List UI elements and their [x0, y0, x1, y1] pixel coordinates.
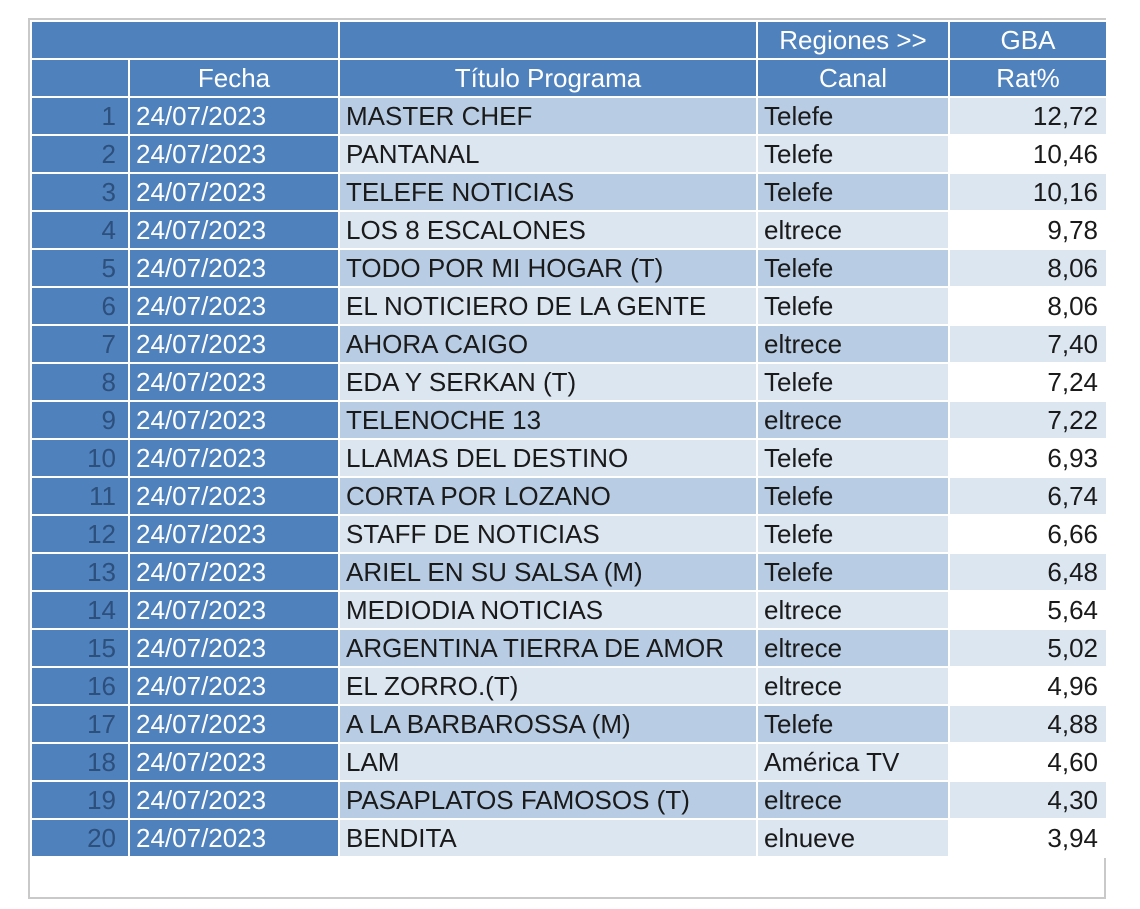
row-number: 8 [31, 363, 129, 401]
column-header-titulo: Título Programa [339, 59, 757, 97]
row-number: 16 [31, 667, 129, 705]
row-titulo: STAFF DE NOTICIAS [339, 515, 757, 553]
row-titulo: PANTANAL [339, 135, 757, 173]
table-row [31, 705, 1107, 743]
row-rat: 4,30 [949, 781, 1107, 819]
table-row [31, 515, 1107, 553]
row-number: 10 [31, 439, 129, 477]
table-row [31, 629, 1107, 667]
table-row [31, 819, 1107, 857]
row-canal: Telefe [757, 515, 949, 553]
table-row [31, 667, 1107, 705]
row-rat: 6,74 [949, 477, 1107, 515]
row-canal: eltrece [757, 211, 949, 249]
row-titulo: EDA Y SERKAN (T) [339, 363, 757, 401]
row-titulo: LAM [339, 743, 757, 781]
row-fecha: 24/07/2023 [129, 477, 339, 515]
table-row [31, 211, 1107, 249]
table-row [31, 363, 1107, 401]
row-number: 20 [31, 819, 129, 857]
row-canal: Telefe [757, 287, 949, 325]
row-fecha: 24/07/2023 [129, 97, 339, 135]
column-header-fecha: Fecha [129, 59, 339, 97]
table-row [31, 743, 1107, 781]
row-canal: eltrece [757, 781, 949, 819]
row-fecha: 24/07/2023 [129, 211, 339, 249]
row-rat: 5,02 [949, 629, 1107, 667]
row-fecha: 24/07/2023 [129, 173, 339, 211]
row-canal: elnueve [757, 819, 949, 857]
row-titulo: PASAPLATOS FAMOSOS (T) [339, 781, 757, 819]
row-fecha: 24/07/2023 [129, 515, 339, 553]
row-titulo: EL ZORRO.(T) [339, 667, 757, 705]
row-canal: eltrece [757, 591, 949, 629]
row-rat: 10,46 [949, 135, 1107, 173]
row-titulo: ARIEL EN SU SALSA (M) [339, 553, 757, 591]
row-number: 12 [31, 515, 129, 553]
row-number: 5 [31, 249, 129, 287]
ratings-table [30, 20, 1108, 858]
row-fecha: 24/07/2023 [129, 591, 339, 629]
table-row [31, 97, 1107, 135]
row-fecha: 24/07/2023 [129, 819, 339, 857]
header-blank-title-cell [339, 21, 757, 59]
row-titulo: ARGENTINA TIERRA DE AMOR [339, 629, 757, 667]
row-number: 3 [31, 173, 129, 211]
row-fecha: 24/07/2023 [129, 287, 339, 325]
table-row [31, 173, 1107, 211]
row-fecha: 24/07/2023 [129, 135, 339, 173]
row-canal: Telefe [757, 553, 949, 591]
row-canal: Telefe [757, 705, 949, 743]
header-row-columns [31, 59, 1107, 97]
row-titulo: EL NOTICIERO DE LA GENTE [339, 287, 757, 325]
row-canal: Telefe [757, 477, 949, 515]
row-fecha: 24/07/2023 [129, 705, 339, 743]
row-rat: 8,06 [949, 287, 1107, 325]
row-canal: Telefe [757, 363, 949, 401]
row-number: 2 [31, 135, 129, 173]
row-canal: eltrece [757, 667, 949, 705]
row-titulo: A LA BARBAROSSA (M) [339, 705, 757, 743]
table-row [31, 401, 1107, 439]
row-rat: 9,78 [949, 211, 1107, 249]
row-rat: 12,72 [949, 97, 1107, 135]
row-titulo: TELEFE NOTICIAS [339, 173, 757, 211]
column-header-rat: Rat% [949, 59, 1107, 97]
row-fecha: 24/07/2023 [129, 363, 339, 401]
row-canal: Telefe [757, 135, 949, 173]
table-body [31, 97, 1107, 857]
row-number: 14 [31, 591, 129, 629]
row-rat: 6,48 [949, 553, 1107, 591]
row-canal: eltrece [757, 629, 949, 667]
row-rat: 6,66 [949, 515, 1107, 553]
row-fecha: 24/07/2023 [129, 553, 339, 591]
row-number: 4 [31, 211, 129, 249]
row-number: 6 [31, 287, 129, 325]
row-number: 9 [31, 401, 129, 439]
row-fecha: 24/07/2023 [129, 667, 339, 705]
row-rat: 7,40 [949, 325, 1107, 363]
row-rat: 6,93 [949, 439, 1107, 477]
row-number: 1 [31, 97, 129, 135]
row-fecha: 24/07/2023 [129, 743, 339, 781]
header-row-regions [31, 21, 1107, 59]
row-canal: Telefe [757, 97, 949, 135]
table-row [31, 477, 1107, 515]
row-number: 11 [31, 477, 129, 515]
row-titulo: MASTER CHEF [339, 97, 757, 135]
row-rat: 10,16 [949, 173, 1107, 211]
table-row [31, 591, 1107, 629]
row-number: 15 [31, 629, 129, 667]
row-titulo: LLAMAS DEL DESTINO [339, 439, 757, 477]
row-rat: 5,64 [949, 591, 1107, 629]
row-number: 18 [31, 743, 129, 781]
row-fecha: 24/07/2023 [129, 401, 339, 439]
header-index-cell [31, 59, 129, 97]
row-rat: 7,22 [949, 401, 1107, 439]
row-titulo: LOS 8 ESCALONES [339, 211, 757, 249]
column-header-canal: Canal [757, 59, 949, 97]
region-value: GBA [949, 21, 1107, 59]
row-canal: Telefe [757, 439, 949, 477]
table-row [31, 135, 1107, 173]
row-canal: Telefe [757, 173, 949, 211]
row-canal: eltrece [757, 401, 949, 439]
table-row [31, 553, 1107, 591]
row-number: 19 [31, 781, 129, 819]
row-titulo: MEDIODIA NOTICIAS [339, 591, 757, 629]
table-row [31, 249, 1107, 287]
row-titulo: TODO POR MI HOGAR (T) [339, 249, 757, 287]
row-canal: América TV [757, 743, 949, 781]
table-row [31, 325, 1107, 363]
row-canal: eltrece [757, 325, 949, 363]
row-rat: 8,06 [949, 249, 1107, 287]
row-rat: 4,60 [949, 743, 1107, 781]
table-row [31, 439, 1107, 477]
regions-label: Regiones >> [757, 21, 949, 59]
row-fecha: 24/07/2023 [129, 629, 339, 667]
ratings-table-container [28, 18, 1106, 899]
row-titulo: AHORA CAIGO [339, 325, 757, 363]
row-rat: 4,88 [949, 705, 1107, 743]
row-titulo: CORTA POR LOZANO [339, 477, 757, 515]
row-titulo: BENDITA [339, 819, 757, 857]
row-canal: Telefe [757, 249, 949, 287]
row-rat: 7,24 [949, 363, 1107, 401]
row-fecha: 24/07/2023 [129, 439, 339, 477]
row-number: 7 [31, 325, 129, 363]
table-row [31, 781, 1107, 819]
row-fecha: 24/07/2023 [129, 325, 339, 363]
table-row [31, 287, 1107, 325]
row-fecha: 24/07/2023 [129, 781, 339, 819]
row-rat: 4,96 [949, 667, 1107, 705]
row-number: 17 [31, 705, 129, 743]
header-blank-cell [31, 21, 339, 59]
row-titulo: TELENOCHE 13 [339, 401, 757, 439]
row-fecha: 24/07/2023 [129, 249, 339, 287]
row-rat: 3,94 [949, 819, 1107, 857]
row-number: 13 [31, 553, 129, 591]
